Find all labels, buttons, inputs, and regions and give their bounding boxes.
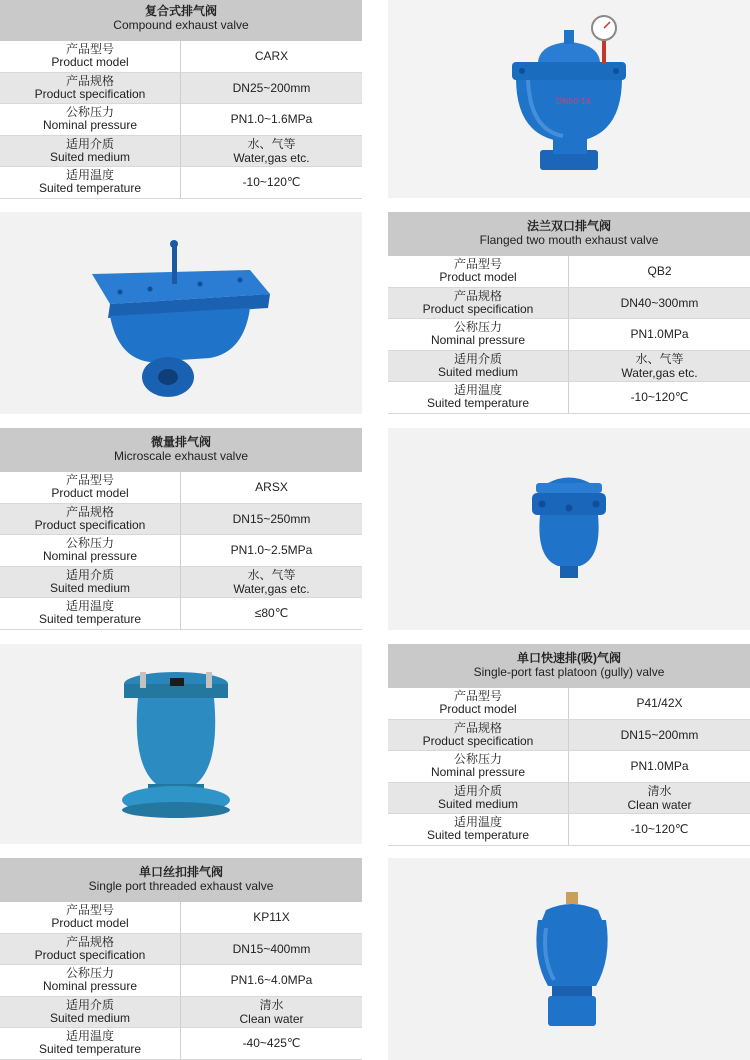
title-zh: 法兰双口排气阀 [526, 219, 611, 233]
row-model: 产品型号 Product model KP11X [0, 902, 362, 934]
row-spec: 产品规格 Product specification DN15~250mm [0, 504, 362, 536]
row-spec: 产品规格 Product specification DN15~400mm [0, 934, 362, 966]
product-photo-single-port-fast [0, 644, 362, 844]
temp-value: -40~425℃ [242, 1036, 301, 1051]
title-zh: 复合式排气阀 [144, 4, 217, 18]
spec-value: DN15~400mm [232, 941, 311, 956]
row-pressure: 公称压力 Nominal pressure PN1.0MPa [388, 751, 750, 783]
spec-table-compound [0, 0, 362, 199]
row-pressure: 公称压力 Nominal pressure PN1.0MPa [388, 319, 750, 351]
single-port-fast-valve-image [0, 644, 362, 844]
compound-valve-image [388, 0, 750, 198]
spec-value: DN25~200mm [232, 80, 311, 95]
temp-value: -10~120℃ [630, 390, 689, 405]
title-en: Single port threaded exhaust valve [88, 879, 274, 893]
product-photo-compound [388, 0, 750, 198]
model-value: ARSX [255, 480, 288, 495]
row-temp: 适用温度 Suited temperature -40~425℃ [0, 1028, 362, 1060]
model-value: CARX [254, 49, 289, 64]
spec-value: DN15~250mm [232, 511, 311, 526]
row-spec: 产品规格 Product specification DN40~300mm [388, 288, 750, 320]
product-photo-two-mouth [0, 212, 362, 414]
table-header [0, 0, 362, 41]
temp-value: -10~120℃ [630, 822, 689, 837]
product-photo-microscale [388, 428, 750, 630]
row-pressure: 公称压力 Nominal pressure PN1.6~4.0MPa [0, 965, 362, 997]
table-header [0, 858, 362, 902]
table-header [0, 428, 362, 472]
row-model: 产品型号 Product model CARX [0, 41, 362, 73]
model-value: QB2 [647, 264, 672, 279]
title-en: Microscale exhaust valve [113, 449, 249, 463]
pressure-value: PN1.0MPa [630, 759, 689, 774]
spec-table-threaded [0, 858, 362, 1060]
microscale-valve-image [388, 428, 750, 630]
title-zh: 单口丝扣排气阀 [138, 865, 223, 879]
temp-value: ≤80℃ [254, 606, 289, 621]
title-zh: 微量排气阀 [150, 435, 211, 449]
spec-table-microscale [0, 428, 362, 630]
row-model: 产品型号 Product model QB2 [388, 256, 750, 288]
pressure-value: PN1.6~4.0MPa [230, 973, 313, 988]
title-en: Flanged two mouth exhaust valve [479, 233, 659, 247]
spec-table-single-port-fast [388, 644, 750, 846]
threaded-valve-image [388, 858, 750, 1060]
row-temp: 适用温度 Suited temperature ≤80℃ [0, 598, 362, 630]
spec-table-two-mouth [388, 212, 750, 414]
body-marking: DN50 16 [556, 97, 592, 106]
product-photo-threaded [388, 858, 750, 1060]
row-temp: 适用温度 Suited temperature -10~120℃ [388, 382, 750, 414]
row-model: 产品型号 Product model P41/42X [388, 688, 750, 720]
title-en: Single-port fast platoon (gully) valve [473, 665, 665, 679]
model-value: P41/42X [636, 696, 683, 711]
row-medium: 适用介质 Suited medium 水、气等 Water,gas etc. [388, 351, 750, 383]
row-temp: 适用温度 Suited temperature -10~120℃ [388, 814, 750, 846]
spec-value: DN15~200mm [620, 727, 699, 742]
row-medium: 适用介质 Suited medium 水、气等 Water,gas etc. [0, 567, 362, 599]
row-model: 产品型号 Product model ARSX [0, 472, 362, 504]
spec-value: DN40~300mm [620, 295, 699, 310]
row-medium: 适用介质 Suited medium 水、气等 Water,gas etc. [0, 136, 362, 168]
row-spec: 产品规格 Product specification DN25~200mm [0, 73, 362, 105]
temp-value: -10~120℃ [242, 175, 301, 190]
row-temp: 适用温度 Suited temperature -10~120℃ [0, 167, 362, 199]
row-spec: 产品规格 Product specification DN15~200mm [388, 720, 750, 752]
model-value: KP11X [253, 910, 290, 925]
row-pressure: 公称压力 Nominal pressure PN1.0~1.6MPa [0, 104, 362, 136]
pressure-value: PN1.0MPa [630, 327, 689, 342]
two-mouth-valve-image [0, 212, 362, 414]
row-medium: 适用介质 Suited medium 清水 Clean water [0, 997, 362, 1029]
row-medium: 适用介质 Suited medium 清水 Clean water [388, 783, 750, 815]
table-header [388, 212, 750, 256]
table-header [388, 644, 750, 688]
pressure-value: PN1.0~2.5MPa [230, 543, 313, 558]
row-pressure: 公称压力 Nominal pressure PN1.0~2.5MPa [0, 535, 362, 567]
pressure-value: PN1.0~1.6MPa [230, 112, 313, 127]
title-zh: 单口快速排(吸)气阀 [517, 651, 621, 665]
title-en: Compound exhaust valve [113, 18, 249, 32]
